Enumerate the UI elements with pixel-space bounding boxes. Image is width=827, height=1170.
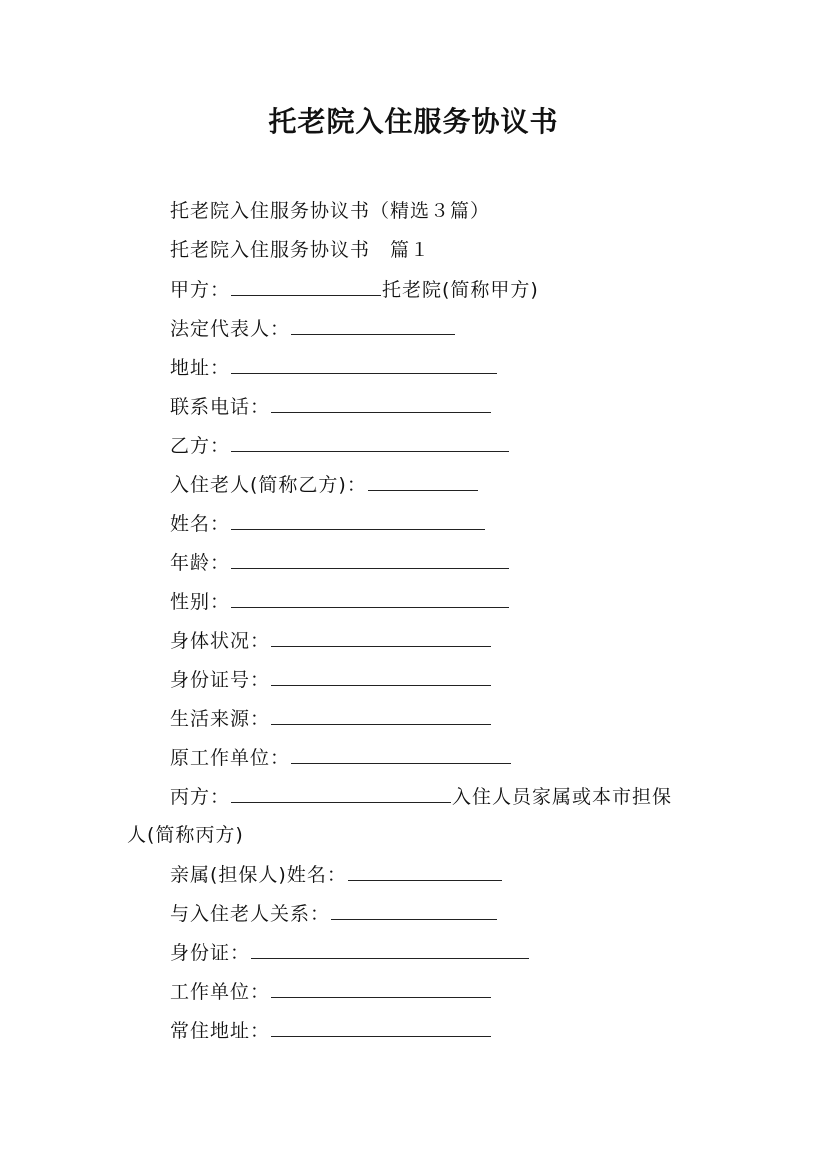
address-blank[interactable] xyxy=(231,354,497,374)
id-number-blank[interactable] xyxy=(271,666,491,686)
party-c-blank[interactable] xyxy=(231,783,451,803)
name-label: 姓名： xyxy=(170,513,231,535)
party-c-continuation-text: 人(简称丙方) xyxy=(127,824,244,846)
legal-rep-label: 法定代表人： xyxy=(170,318,291,340)
legal-rep-blank[interactable] xyxy=(291,315,455,335)
resident-line xyxy=(170,471,479,498)
former-employer-line xyxy=(170,744,512,771)
resident-blank[interactable] xyxy=(368,471,478,491)
intro-title-line xyxy=(170,198,490,224)
party-b-line xyxy=(170,432,510,459)
health-line xyxy=(170,627,492,654)
relationship-line xyxy=(170,900,498,927)
document-title: 托老院入住服务协议书 xyxy=(268,105,559,138)
party-a-blank[interactable] xyxy=(231,276,381,296)
income-label: 生活来源： xyxy=(170,708,271,730)
resident-label: 入住老人(简称乙方)： xyxy=(170,474,367,496)
party-b-label: 乙方： xyxy=(170,435,231,457)
employer-blank[interactable] xyxy=(271,978,491,998)
relative-name-label: 亲属(担保人)姓名： xyxy=(170,864,347,886)
health-label: 身体状况： xyxy=(170,630,271,652)
age-blank[interactable] xyxy=(231,549,509,569)
id-number-label: 身份证号： xyxy=(170,669,271,691)
id-number-line xyxy=(170,666,492,693)
relative-name-line xyxy=(170,861,503,888)
party-a-suffix: 托老院(简称甲方) xyxy=(382,279,539,301)
employer-line xyxy=(170,978,492,1005)
residence-line xyxy=(170,1017,492,1044)
phone-blank[interactable] xyxy=(271,393,491,413)
address-label: 地址： xyxy=(170,357,231,379)
legal-rep-line xyxy=(170,315,456,342)
employer-label: 工作单位： xyxy=(170,981,271,1003)
party-b-blank[interactable] xyxy=(231,432,509,452)
gender-line xyxy=(170,588,510,615)
relative-id-line xyxy=(170,939,530,966)
phone-label: 联系电话： xyxy=(170,396,271,418)
relationship-blank[interactable] xyxy=(331,900,497,920)
age-label: 年龄： xyxy=(170,552,231,574)
party-c-label: 丙方： xyxy=(170,786,231,808)
age-line xyxy=(170,549,510,576)
former-employer-blank[interactable] xyxy=(291,744,511,764)
part-title-text: 托老院入住服务协议书 篇１ xyxy=(170,239,431,261)
party-c-continuation-line xyxy=(127,822,244,848)
address-line xyxy=(170,354,498,381)
intro-title-text: 托老院入住服务协议书（精选３篇） xyxy=(170,200,491,222)
income-line xyxy=(170,705,492,732)
party-c-suffix: 入住人员家属或本市担保 xyxy=(452,786,673,808)
name-line xyxy=(170,510,486,537)
part-title-line xyxy=(170,237,430,263)
relative-name-blank[interactable] xyxy=(348,861,502,881)
name-blank[interactable] xyxy=(231,510,485,530)
gender-label: 性别： xyxy=(170,591,231,613)
gender-blank[interactable] xyxy=(231,588,509,608)
income-blank[interactable] xyxy=(271,705,491,725)
party-a-line xyxy=(170,276,539,303)
party-c-line xyxy=(170,783,672,810)
residence-blank[interactable] xyxy=(271,1017,491,1037)
residence-label: 常住地址： xyxy=(170,1020,271,1042)
health-blank[interactable] xyxy=(271,627,491,647)
relationship-label: 与入住老人关系： xyxy=(170,903,331,925)
relative-id-label: 身份证： xyxy=(170,942,251,964)
relative-id-blank[interactable] xyxy=(251,939,529,959)
phone-line xyxy=(170,393,492,420)
party-a-label: 甲方： xyxy=(170,279,231,301)
former-employer-label: 原工作单位： xyxy=(170,747,291,769)
